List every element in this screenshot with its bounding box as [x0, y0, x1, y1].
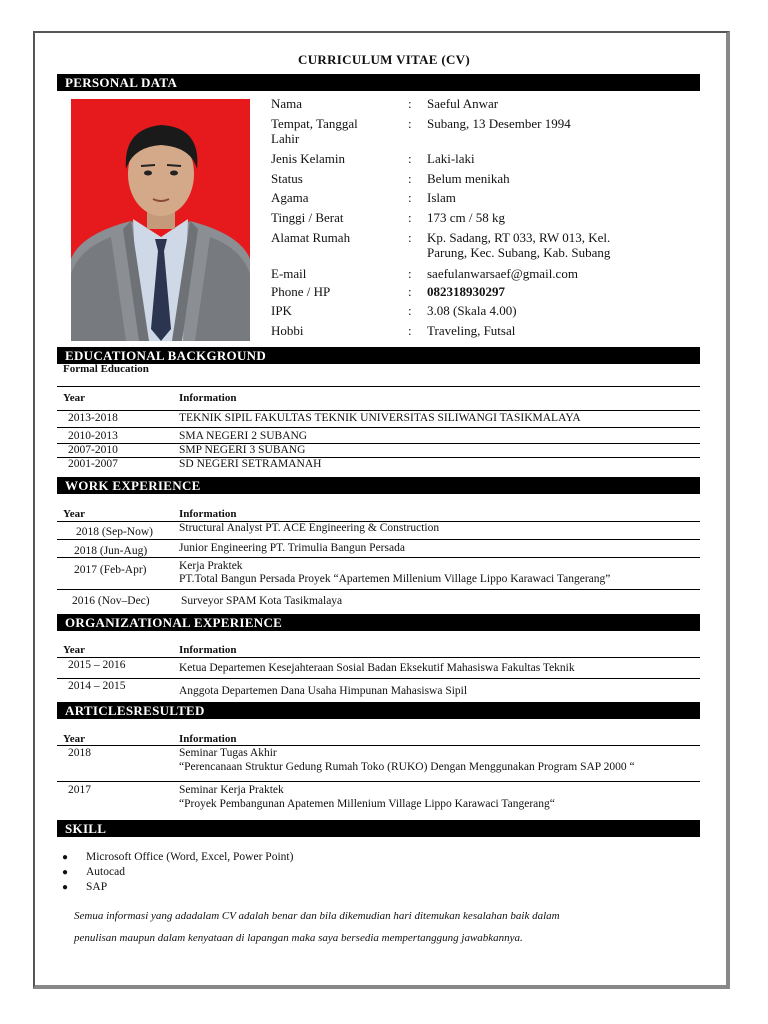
- value-jenis-kelamin: Laki-laki: [427, 151, 475, 166]
- cv-title: CURRICULUM VITAE (CV): [298, 52, 470, 67]
- label-jenis-kelamin: Jenis Kelamin: [271, 151, 346, 166]
- work-info: Junior Engineering PT. Trimulia Bangun Persada: [179, 542, 405, 554]
- colon: :: [408, 96, 412, 111]
- divider: [57, 410, 700, 411]
- work-year: 2016 (Nov–Dec): [72, 595, 150, 607]
- work-info: Kerja Praktek: [179, 560, 243, 572]
- divider: [57, 781, 700, 782]
- colon: :: [408, 303, 412, 318]
- divider: [57, 745, 700, 746]
- bullet-icon: ●: [62, 882, 69, 893]
- edu-info: SMA NEGERI 2 SUBANG: [179, 430, 308, 442]
- label-nama: Nama: [271, 96, 303, 111]
- article-year: 2018: [68, 747, 91, 759]
- header-information: Information: [179, 733, 237, 745]
- divider: [57, 657, 700, 658]
- colon: :: [408, 230, 412, 245]
- edu-year: 2007-2010: [68, 444, 118, 456]
- work-year: 2017 (Feb-Apr): [74, 564, 147, 576]
- bullet-icon: ●: [62, 867, 69, 878]
- header-year: Year: [63, 733, 85, 745]
- label-tempat-tanggal-lahir: Tempat, Tanggal Lahir: [271, 116, 358, 146]
- article-info: Seminar Tugas Akhir: [179, 747, 277, 759]
- value-nama: Saeful Anwar: [427, 96, 499, 111]
- work-info: Structural Analyst PT. ACE Engineering & Construction: [179, 522, 440, 534]
- value-status: Belum menikah: [427, 171, 510, 186]
- divider: [57, 557, 700, 558]
- work-year: 2018 (Jun-Aug): [74, 545, 148, 557]
- skill-label: SAP: [86, 881, 108, 893]
- value-agama: Islam: [427, 190, 456, 205]
- article-title: “Perencanaan Struktur Gedung Rumah Toko (RUKO) Dengan Menggunakan Program SAP 2000 “: [179, 761, 635, 773]
- label-tinggi-berat: Tinggi / Berat: [271, 210, 344, 225]
- profile-photo: [71, 99, 250, 341]
- header-year: Year: [63, 392, 85, 404]
- work-info: Surveyor SPAM Kota Tasikmalaya: [181, 595, 343, 607]
- colon: :: [408, 323, 412, 338]
- skill-item: [62, 850, 293, 865]
- value-ipk: 3.08 (Skala 4.00): [427, 303, 517, 318]
- section-organizational-experience: ORGANIZATIONAL EXPERIENCE: [57, 614, 700, 631]
- value-tinggi-berat: 173 cm / 58 kg: [427, 210, 505, 225]
- label-email: E-mail: [271, 266, 307, 281]
- value-alamat-rumah: Kp. Sadang, RT 033, RW 013, Kel. Parung, Kec. Subang, Kab. Subang: [427, 230, 611, 260]
- divider: [57, 457, 700, 458]
- edu-info: SD NEGERI SETRAMANAH: [179, 458, 322, 470]
- article-year: 2017: [68, 784, 91, 796]
- colon: :: [408, 210, 412, 225]
- org-info: Ketua Departemen Kesejahteraan Sosial Badan Eksekutif Mahasiswa Fakultas Teknik: [179, 662, 575, 674]
- bullet-icon: ●: [62, 852, 69, 863]
- colon: :: [408, 266, 412, 281]
- label-ipk: IPK: [271, 303, 292, 318]
- org-year: 2015 – 2016: [68, 659, 126, 671]
- edu-info: SMP NEGERI 3 SUBANG: [179, 444, 306, 456]
- value-tempat-tanggal-lahir: Subang, 13 Desember 1994: [427, 116, 571, 131]
- skill-item: [62, 865, 293, 880]
- colon: :: [408, 190, 412, 205]
- value-phone: 082318930297: [427, 284, 505, 299]
- header-information: Information: [179, 508, 237, 520]
- org-year: 2014 – 2015: [68, 680, 126, 692]
- article-info: Seminar Kerja Praktek: [179, 784, 284, 796]
- statement-line-2: penulisan maupun dalam kenyataan di lapangan maka saya bersedia mempertanggung jawabkannya.: [74, 932, 523, 944]
- section-educational-background: EDUCATIONAL BACKGROUND: [57, 347, 700, 364]
- colon: :: [408, 151, 412, 166]
- statement-line-1: Semua informasi yang adadalam CV adalah benar dan bila dikemudian hari ditemukan kesalahan baik dalam: [74, 910, 560, 922]
- skill-list: [62, 850, 293, 895]
- header-year: Year: [63, 508, 85, 520]
- divider: [57, 443, 700, 444]
- label-hobbi: Hobbi: [271, 323, 304, 338]
- edu-year: 2013-2018: [68, 412, 118, 424]
- edu-year: 2001-2007: [68, 458, 118, 470]
- skill-label: Autocad: [86, 866, 125, 878]
- divider: [57, 386, 700, 387]
- header-information: Information: [179, 392, 237, 404]
- divider: [57, 589, 700, 590]
- divider: [57, 539, 700, 540]
- section-skill: SKILL: [57, 820, 700, 837]
- header-year: Year: [63, 644, 85, 656]
- section-articles-resulted: ARTICLESRESULTED: [57, 702, 700, 719]
- portrait-illustration: [71, 99, 250, 341]
- work-year: 2018 (Sep-Now): [76, 526, 153, 538]
- divider: [57, 427, 700, 428]
- header-information: Information: [179, 644, 237, 656]
- label-status: Status: [271, 171, 303, 186]
- skill-label: Microsoft Office (Word, Excel, Power Point): [86, 851, 294, 863]
- edu-year: 2010-2013: [68, 430, 118, 442]
- org-info: Anggota Departemen Dana Usaha Himpunan Mahasiswa Sipil: [179, 685, 468, 697]
- colon: :: [408, 116, 412, 131]
- label-phone: Phone / HP: [271, 284, 331, 299]
- colon: :: [408, 284, 412, 299]
- section-personal-data: PERSONAL DATA: [57, 74, 700, 91]
- article-title: “Proyek Pembangunan Apatemen Millenium Village Lippo Karawaci Tangerang“: [179, 798, 555, 810]
- value-hobbi: Traveling, Futsal: [427, 323, 516, 338]
- value-email: saefulanwarsaef@gmail.com: [427, 266, 578, 281]
- colon: :: [408, 171, 412, 186]
- divider: [57, 678, 700, 679]
- section-work-experience: WORK EXPERIENCE: [57, 477, 700, 494]
- skill-item: [62, 880, 293, 895]
- label-alamat-rumah: Alamat Rumah: [271, 230, 351, 245]
- work-info-detail: PT.Total Bangun Persada Proyek “Apartemen Millenium Village Lippo Karawaci Tangerang”: [179, 573, 611, 585]
- formal-education-label: Formal Education: [63, 363, 149, 375]
- label-agama: Agama: [271, 190, 309, 205]
- edu-info: TEKNIK SIPIL FAKULTAS TEKNIK UNIVERSITAS SILIWANGI TASIKMALAYA: [179, 412, 581, 424]
